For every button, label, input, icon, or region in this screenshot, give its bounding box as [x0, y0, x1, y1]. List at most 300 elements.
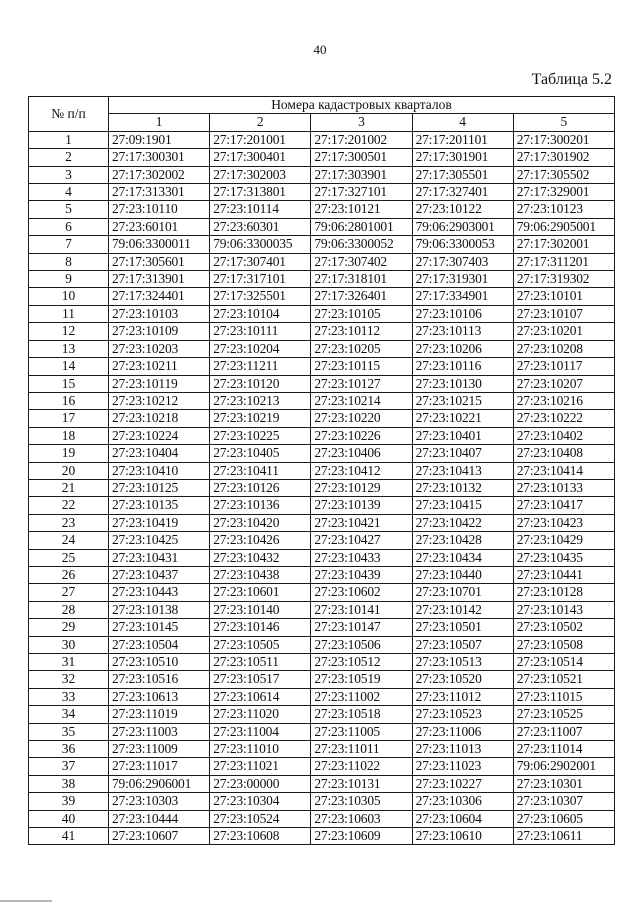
cadastral-number-cell: 27:23:11012: [412, 688, 513, 705]
table-row: [29, 706, 615, 723]
cadastral-number-cell: 27:23:11019: [109, 706, 210, 723]
cadastral-number-cell: 27:23:10122: [412, 201, 513, 218]
table-caption: Таблица 5.2: [531, 71, 612, 88]
cadastral-number-cell: 27:23:11020: [210, 706, 311, 723]
cadastral-number-cell: 27:23:10419: [109, 514, 210, 531]
cadastral-number-cell: 27:23:10519: [311, 671, 412, 688]
table-row: [29, 149, 615, 166]
cadastral-number-cell: 27:23:10518: [311, 706, 412, 723]
cadastral-number-cell: 27:23:10443: [109, 584, 210, 601]
row-number-cell: 39: [29, 793, 109, 810]
table-row: [29, 358, 615, 375]
cadastral-number-cell: 27:23:10225: [210, 427, 311, 444]
cadastral-number-cell: 27:17:303901: [311, 166, 412, 183]
cadastral-number-cell: 27:23:10145: [109, 619, 210, 636]
cadastral-number-cell: 27:17:305501: [412, 166, 513, 183]
cadastral-number-cell: 27:23:10604: [412, 810, 513, 827]
cadastral-number-cell: 27:23:10115: [311, 358, 412, 375]
cadastral-number-cell: 27:23:11007: [513, 723, 614, 740]
table-row: [29, 584, 615, 601]
cadastral-number-cell: 27:17:317101: [210, 271, 311, 288]
row-number-cell: 38: [29, 775, 109, 792]
cadastral-number-cell: 27:23:10502: [513, 619, 614, 636]
table-row: [29, 828, 615, 845]
cadastral-number-cell: 27:23:10441: [513, 566, 614, 583]
cadastral-number-cell: 79:06:2906001: [109, 775, 210, 792]
cadastral-number-cell: 27:23:10112: [311, 323, 412, 340]
cadastral-number-cell: 27:23:10426: [210, 532, 311, 549]
cadastral-number-cell: 27:23:10113: [412, 323, 513, 340]
cadastral-number-cell: 27:17:307402: [311, 253, 412, 270]
cadastral-number-cell: 27:23:10411: [210, 462, 311, 479]
row-number-cell: 26: [29, 566, 109, 583]
cadastral-number-cell: 27:23:10607: [109, 828, 210, 845]
cadastral-number-cell: 27:23:10514: [513, 654, 614, 671]
cadastral-number-cell: 27:23:11010: [210, 741, 311, 758]
cadastral-number-cell: 27:23:10208: [513, 340, 614, 357]
table-row: [29, 775, 615, 792]
table-row: [29, 253, 615, 270]
table-row: [29, 375, 615, 392]
cadastral-number-cell: 27:23:10106: [412, 305, 513, 322]
table-row: [29, 619, 615, 636]
cadastral-numbers-header: Номера кадастровых кварталов: [109, 97, 615, 114]
cadastral-number-cell: 27:23:10423: [513, 514, 614, 531]
row-number-cell: 17: [29, 410, 109, 427]
cadastral-number-cell: 27:23:10513: [412, 654, 513, 671]
cadastral-number-cell: 27:23:10303: [109, 793, 210, 810]
cadastral-number-cell: 27:23:10125: [109, 479, 210, 496]
table-row: [29, 166, 615, 183]
table-row: [29, 392, 615, 409]
cadastral-number-cell: 27:23:11005: [311, 723, 412, 740]
cadastral-number-cell: 27:23:10434: [412, 549, 513, 566]
row-number-cell: 7: [29, 236, 109, 253]
cadastral-number-cell: 27:23:10601: [210, 584, 311, 601]
cadastral-number-cell: 27:17:318101: [311, 271, 412, 288]
table-row: [29, 131, 615, 148]
cadastral-number-cell: 27:23:10501: [412, 619, 513, 636]
table-row: [29, 236, 615, 253]
table-body: [29, 131, 615, 845]
cadastral-number-cell: 27:23:10216: [513, 392, 614, 409]
cadastral-number-cell: 27:17:201101: [412, 131, 513, 148]
cadastral-number-cell: 27:23:10507: [412, 636, 513, 653]
row-number-cell: 32: [29, 671, 109, 688]
cadastral-number-cell: 27:23:10512: [311, 654, 412, 671]
cadastral-number-cell: 27:23:10131: [311, 775, 412, 792]
cadastral-number-cell: 27:23:10511: [210, 654, 311, 671]
row-number-cell: 20: [29, 462, 109, 479]
cadastral-number-cell: 27:23:10218: [109, 410, 210, 427]
cadastral-number-cell: 27:23:10605: [513, 810, 614, 827]
column-number: 1: [109, 114, 210, 131]
cadastral-number-cell: 27:23:10610: [412, 828, 513, 845]
cadastral-number-cell: 27:23:10614: [210, 688, 311, 705]
column-number: 5: [513, 114, 614, 131]
cadastral-number-cell: 27:17:319302: [513, 271, 614, 288]
cadastral-number-cell: 27:23:11022: [311, 758, 412, 775]
cadastral-number-cell: 27:23:10520: [412, 671, 513, 688]
cadastral-number-cell: 27:17:300401: [210, 149, 311, 166]
cadastral-number-cell: 27:17:313801: [210, 184, 311, 201]
table-row: [29, 305, 615, 322]
cadastral-number-cell: 27:23:10444: [109, 810, 210, 827]
row-number-cell: 35: [29, 723, 109, 740]
cadastral-number-cell: 27:23:10613: [109, 688, 210, 705]
row-number-cell: 22: [29, 497, 109, 514]
scan-edge-mark: [0, 900, 52, 902]
cadastral-number-cell: 27:23:11013: [412, 741, 513, 758]
cadastral-number-cell: 27:23:10407: [412, 445, 513, 462]
row-number-cell: 34: [29, 706, 109, 723]
row-number-cell: 36: [29, 741, 109, 758]
cadastral-number-cell: 27:23:10226: [311, 427, 412, 444]
cadastral-number-cell: 27:23:11211: [210, 358, 311, 375]
row-number-cell: 2: [29, 149, 109, 166]
table-row: [29, 688, 615, 705]
row-number-cell: 23: [29, 514, 109, 531]
row-number-cell: 25: [29, 549, 109, 566]
cadastral-number-cell: 27:23:10611: [513, 828, 614, 845]
cadastral-number-cell: 27:23:10602: [311, 584, 412, 601]
table-row: [29, 654, 615, 671]
cadastral-number-cell: 27:17:305502: [513, 166, 614, 183]
row-number-cell: 40: [29, 810, 109, 827]
cadastral-number-cell: 27:17:300501: [311, 149, 412, 166]
cadastral-number-cell: 79:06:3300035: [210, 236, 311, 253]
cadastral-number-cell: 27:23:11004: [210, 723, 311, 740]
row-number-cell: 28: [29, 601, 109, 618]
cadastral-number-cell: 27:23:11015: [513, 688, 614, 705]
table-row: [29, 445, 615, 462]
table-row: [29, 532, 615, 549]
cadastral-number-cell: 27:23:10307: [513, 793, 614, 810]
cadastral-number-cell: 27:23:10117: [513, 358, 614, 375]
cadastral-number-cell: 27:23:10111: [210, 323, 311, 340]
cadastral-number-cell: 27:23:10306: [412, 793, 513, 810]
cadastral-number-cell: 27:23:10130: [412, 375, 513, 392]
cadastral-number-cell: 27:17:327101: [311, 184, 412, 201]
cadastral-number-cell: 27:17:326401: [311, 288, 412, 305]
page-number: 40: [313, 42, 327, 57]
table-row: [29, 793, 615, 810]
cadastral-number-cell: 27:23:10224: [109, 427, 210, 444]
cadastral-number-cell: 27:23:10433: [311, 549, 412, 566]
row-number-cell: 1: [29, 131, 109, 148]
cadastral-number-cell: 27:17:301901: [412, 149, 513, 166]
cadastral-number-cell: 27:23:10413: [412, 462, 513, 479]
cadastral-number-cell: 27:23:11006: [412, 723, 513, 740]
cadastral-number-cell: 27:23:10141: [311, 601, 412, 618]
cadastral-number-cell: 27:17:302003: [210, 166, 311, 183]
cadastral-number-cell: 27:23:10504: [109, 636, 210, 653]
table-row: [29, 566, 615, 583]
cadastral-number-cell: 27:23:00000: [210, 775, 311, 792]
cadastral-number-cell: 27:23:10521: [513, 671, 614, 688]
cadastral-number-cell: 27:23:11002: [311, 688, 412, 705]
row-number-cell: 33: [29, 688, 109, 705]
row-number-cell: 14: [29, 358, 109, 375]
row-number-cell: 21: [29, 479, 109, 496]
row-number-cell: 24: [29, 532, 109, 549]
cadastral-number-cell: 27:23:10222: [513, 410, 614, 427]
column-number: 2: [210, 114, 311, 131]
cadastral-number-cell: 27:17:201001: [210, 131, 311, 148]
cadastral-number-cell: 27:17:300201: [513, 131, 614, 148]
cadastral-number-cell: 27:23:10126: [210, 479, 311, 496]
cadastral-number-cell: 27:23:10105: [311, 305, 412, 322]
cadastral-number-cell: 27:23:10104: [210, 305, 311, 322]
cadastral-number-cell: 27:23:10421: [311, 514, 412, 531]
cadastral-number-cell: 27:23:10219: [210, 410, 311, 427]
cadastral-number-cell: 27:23:10305: [311, 793, 412, 810]
row-number-cell: 13: [29, 340, 109, 357]
row-number-cell: 19: [29, 445, 109, 462]
cadastral-number-cell: 27:23:10608: [210, 828, 311, 845]
cadastral-number-cell: 27:23:10143: [513, 601, 614, 618]
cadastral-number-cell: 27:23:10603: [311, 810, 412, 827]
row-number-cell: 29: [29, 619, 109, 636]
cadastral-number-cell: 27:23:10140: [210, 601, 311, 618]
cadastral-number-cell: 27:23:11017: [109, 758, 210, 775]
cadastral-number-cell: 27:23:10405: [210, 445, 311, 462]
table-row: [29, 201, 615, 218]
table-row: [29, 479, 615, 496]
row-number-cell: 15: [29, 375, 109, 392]
cadastral-number-cell: 27:17:313901: [109, 271, 210, 288]
table-row: [29, 288, 615, 305]
cadastral-number-cell: 27:23:10425: [109, 532, 210, 549]
cadastral-number-cell: 27:23:10524: [210, 810, 311, 827]
cadastral-number-cell: 27:23:10408: [513, 445, 614, 462]
cadastral-number-cell: 79:06:2905001: [513, 218, 614, 235]
cadastral-number-cell: 27:23:10227: [412, 775, 513, 792]
cadastral-number-cell: 27:17:305601: [109, 253, 210, 270]
cadastral-number-cell: 27:17:334901: [412, 288, 513, 305]
cadastral-number-cell: 27:17:300301: [109, 149, 210, 166]
cadastral-number-cell: 27:23:10204: [210, 340, 311, 357]
cadastral-number-cell: 27:23:60301: [210, 218, 311, 235]
cadastral-number-cell: 79:06:2903001: [412, 218, 513, 235]
row-number-cell: 41: [29, 828, 109, 845]
cadastral-number-cell: 27:23:10517: [210, 671, 311, 688]
cadastral-number-cell: 27:23:10402: [513, 427, 614, 444]
table-row: [29, 323, 615, 340]
table-row: [29, 601, 615, 618]
table-row: [29, 497, 615, 514]
cadastral-number-cell: 27:23:10508: [513, 636, 614, 653]
cadastral-number-cell: 27:23:10523: [412, 706, 513, 723]
table-row: [29, 462, 615, 479]
cadastral-number-cell: 27:23:10435: [513, 549, 614, 566]
cadastral-number-cell: 27:23:10609: [311, 828, 412, 845]
cadastral-number-cell: 27:23:10129: [311, 479, 412, 496]
cadastral-number-cell: 27:17:307403: [412, 253, 513, 270]
cadastral-number-cell: 27:23:10525: [513, 706, 614, 723]
row-number-cell: 31: [29, 654, 109, 671]
cadastral-number-cell: 27:17:311201: [513, 253, 614, 270]
table-row: [29, 671, 615, 688]
cadastral-number-cell: 27:23:10101: [513, 288, 614, 305]
cadastral-number-cell: 27:23:10120: [210, 375, 311, 392]
cadastral-number-cell: 27:23:10206: [412, 340, 513, 357]
cadastral-number-cell: 27:17:329001: [513, 184, 614, 201]
cadastral-number-cell: 27:23:11014: [513, 741, 614, 758]
cadastral-number-cell: 27:23:10147: [311, 619, 412, 636]
cadastral-number-cell: 27:23:10439: [311, 566, 412, 583]
cadastral-number-cell: 27:23:10139: [311, 497, 412, 514]
cadastral-number-cell: 27:23:10109: [109, 323, 210, 340]
cadastral-number-cell: 27:23:10406: [311, 445, 412, 462]
cadastral-number-cell: 27:23:10437: [109, 566, 210, 583]
cadastral-number-cell: 27:17:302001: [513, 236, 614, 253]
table-row: [29, 723, 615, 740]
cadastral-number-cell: 27:23:10428: [412, 532, 513, 549]
row-number-cell: 18: [29, 427, 109, 444]
cadastral-number-cell: 27:23:60101: [109, 218, 210, 235]
table-row: [29, 514, 615, 531]
table-row: [29, 810, 615, 827]
table-row: [29, 410, 615, 427]
cadastral-number-cell: 27:23:10133: [513, 479, 614, 496]
cadastral-number-cell: 27:23:10215: [412, 392, 513, 409]
cadastral-number-cell: 27:23:10211: [109, 358, 210, 375]
cadastral-number-cell: 27:23:10404: [109, 445, 210, 462]
table-row: [29, 741, 615, 758]
cadastral-number-cell: 27:23:10103: [109, 305, 210, 322]
cadastral-number-cell: 27:23:10410: [109, 462, 210, 479]
column-number: 3: [311, 114, 412, 131]
cadastral-number-cell: 27:17:327401: [412, 184, 513, 201]
cadastral-number-cell: 27:23:10146: [210, 619, 311, 636]
cadastral-quarters-table: [28, 96, 615, 845]
cadastral-number-cell: 27:23:10427: [311, 532, 412, 549]
cadastral-number-cell: 27:23:10516: [109, 671, 210, 688]
cadastral-number-cell: 27:23:10107: [513, 305, 614, 322]
table-row: [29, 427, 615, 444]
cadastral-number-cell: 27:23:10438: [210, 566, 311, 583]
cadastral-number-cell: 27:17:324401: [109, 288, 210, 305]
row-number-cell: 12: [29, 323, 109, 340]
cadastral-number-cell: 27:23:10420: [210, 514, 311, 531]
cadastral-number-cell: 27:23:10214: [311, 392, 412, 409]
cadastral-number-cell: 27:23:10123: [513, 201, 614, 218]
row-number-cell: 27: [29, 584, 109, 601]
table-header-row: [29, 97, 615, 114]
cadastral-number-cell: 27:23:10304: [210, 793, 311, 810]
cadastral-number-cell: 79:06:3300053: [412, 236, 513, 253]
cadastral-number-cell: 27:23:10414: [513, 462, 614, 479]
cadastral-number-cell: 27:23:10116: [412, 358, 513, 375]
cadastral-number-cell: 27:17:307401: [210, 253, 311, 270]
cadastral-number-cell: 27:23:10127: [311, 375, 412, 392]
cadastral-number-cell: 27:23:10701: [412, 584, 513, 601]
cadastral-number-cell: 27:23:10212: [109, 392, 210, 409]
table-row: [29, 340, 615, 357]
cadastral-number-cell: 27:23:10417: [513, 497, 614, 514]
cadastral-number-cell: 79:06:2902001: [513, 758, 614, 775]
cadastral-number-cell: 79:06:2801001: [311, 218, 412, 235]
cadastral-number-cell: 27:23:11011: [311, 741, 412, 758]
cadastral-number-cell: 27:23:10429: [513, 532, 614, 549]
cadastral-number-cell: 79:06:3300011: [109, 236, 210, 253]
cadastral-number-cell: 27:23:10431: [109, 549, 210, 566]
cadastral-number-cell: 27:23:10121: [311, 201, 412, 218]
cadastral-number-cell: 27:23:10505: [210, 636, 311, 653]
row-number-cell: 11: [29, 305, 109, 322]
cadastral-number-cell: 27:23:10220: [311, 410, 412, 427]
table-row: [29, 549, 615, 566]
table-row: [29, 271, 615, 288]
cadastral-number-cell: 27:23:10412: [311, 462, 412, 479]
cadastral-number-cell: 27:23:11021: [210, 758, 311, 775]
cadastral-number-cell: 27:23:10128: [513, 584, 614, 601]
cadastral-number-cell: 27:23:10213: [210, 392, 311, 409]
row-number-cell: 10: [29, 288, 109, 305]
table-row: [29, 758, 615, 775]
cadastral-number-cell: 27:23:10114: [210, 201, 311, 218]
cadastral-number-cell: 27:23:10401: [412, 427, 513, 444]
cadastral-number-cell: 27:17:325501: [210, 288, 311, 305]
cadastral-number-cell: 27:23:10432: [210, 549, 311, 566]
table-row: [29, 184, 615, 201]
row-number-cell: 8: [29, 253, 109, 270]
cadastral-number-cell: 27:23:10136: [210, 497, 311, 514]
cadastral-number-cell: 27:17:302002: [109, 166, 210, 183]
cadastral-number-cell: 79:06:3300052: [311, 236, 412, 253]
column-number: 4: [412, 114, 513, 131]
row-number-cell: 9: [29, 271, 109, 288]
row-number-cell: 6: [29, 218, 109, 235]
cadastral-number-cell: 27:23:10205: [311, 340, 412, 357]
column-number-row: [29, 114, 615, 131]
cadastral-number-cell: 27:23:10203: [109, 340, 210, 357]
cadastral-number-cell: 27:17:201002: [311, 131, 412, 148]
cadastral-number-cell: 27:23:10207: [513, 375, 614, 392]
cadastral-number-cell: 27:23:10142: [412, 601, 513, 618]
cadastral-number-cell: 27:23:10132: [412, 479, 513, 496]
row-number-cell: 30: [29, 636, 109, 653]
table-row: [29, 218, 615, 235]
row-number-cell: 3: [29, 166, 109, 183]
cadastral-number-cell: 27:17:301902: [513, 149, 614, 166]
cadastral-number-cell: 27:23:10221: [412, 410, 513, 427]
cadastral-number-cell: 27:23:10110: [109, 201, 210, 218]
row-number-cell: 5: [29, 201, 109, 218]
cadastral-number-cell: 27:23:10301: [513, 775, 614, 792]
cadastral-number-cell: 27:09:1901: [109, 131, 210, 148]
cadastral-number-cell: 27:23:10119: [109, 375, 210, 392]
cadastral-number-cell: 27:23:11009: [109, 741, 210, 758]
cadastral-number-cell: 27:23:10138: [109, 601, 210, 618]
row-number-header: № п/п: [29, 97, 109, 132]
row-number-cell: 16: [29, 392, 109, 409]
cadastral-number-cell: 27:23:10201: [513, 323, 614, 340]
cadastral-number-cell: 27:23:11003: [109, 723, 210, 740]
cadastral-number-cell: 27:23:10440: [412, 566, 513, 583]
row-number-cell: 37: [29, 758, 109, 775]
cadastral-number-cell: 27:17:319301: [412, 271, 513, 288]
cadastral-number-cell: 27:23:10506: [311, 636, 412, 653]
table-row: [29, 636, 615, 653]
row-number-cell: 4: [29, 184, 109, 201]
cadastral-number-cell: 27:17:313301: [109, 184, 210, 201]
cadastral-number-cell: 27:23:10415: [412, 497, 513, 514]
cadastral-number-cell: 27:23:10422: [412, 514, 513, 531]
cadastral-number-cell: 27:23:10510: [109, 654, 210, 671]
cadastral-number-cell: 27:23:10135: [109, 497, 210, 514]
